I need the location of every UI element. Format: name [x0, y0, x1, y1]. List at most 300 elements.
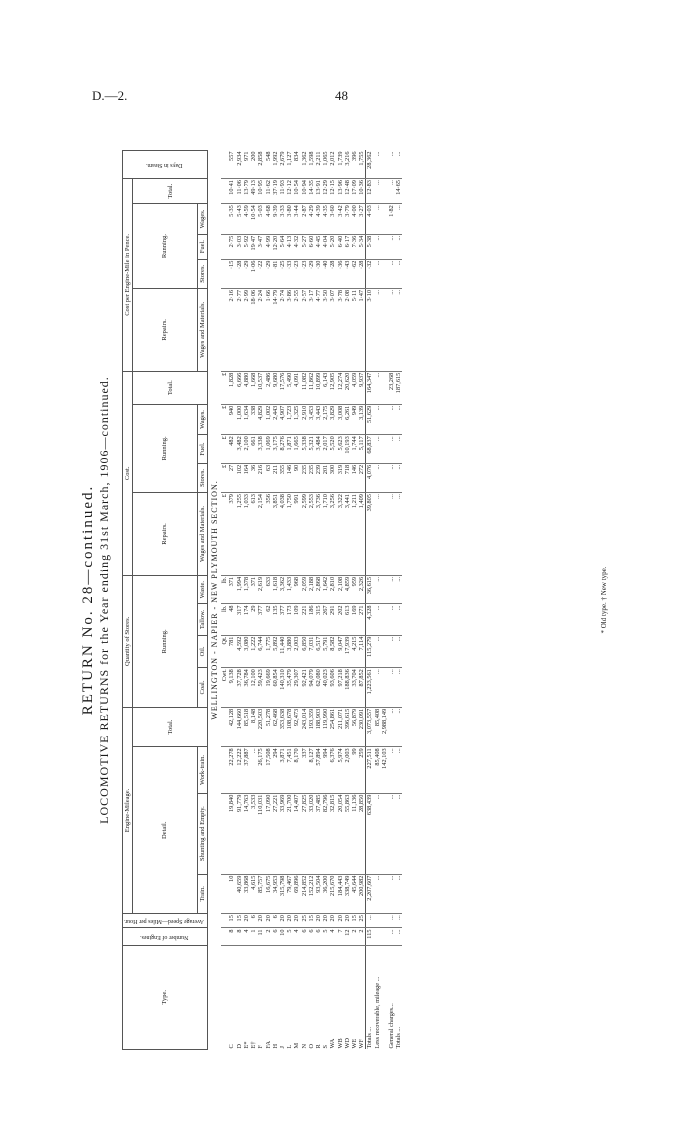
table-cell: 5·34 [358, 234, 366, 259]
table-cell: 79,467 [286, 874, 293, 914]
table-cell: 3·60 [329, 204, 336, 235]
table-cell: 2·75 [228, 234, 235, 259]
footnote: * Old type. † New type. [600, 566, 608, 634]
table-cell: 2·74 [279, 288, 286, 371]
table-cell: 1,223,561 [366, 668, 374, 708]
table-cell: 319 [337, 463, 344, 492]
table-cell: 5,321 [308, 435, 315, 464]
hdr-p-wages-materials: Wages and Materials. [197, 288, 207, 371]
table-cell: ... [395, 151, 402, 179]
table-cell [381, 668, 388, 708]
table-cell: 27 [228, 463, 235, 492]
table-cell: WA [329, 1038, 337, 1049]
table-cell: 4,038 [279, 493, 286, 576]
table-cell: ·29 [243, 259, 250, 288]
table-cell: 211 [272, 463, 279, 492]
table-cell: 315 [315, 604, 322, 635]
table-cell: 271 [358, 604, 366, 635]
table-cell: Cwt. [221, 668, 228, 708]
table-cell: 26,175 [257, 747, 264, 793]
table-cell: 1,992 [272, 151, 279, 179]
table-cell: 6,517 [315, 635, 322, 668]
table-cell: ... [374, 874, 381, 914]
table-cell: 8,276 [279, 435, 286, 464]
table-cell: 62,468 [272, 707, 279, 747]
table-cell: 239 [315, 463, 322, 492]
table-cell: E† [250, 1041, 258, 1049]
table-cell: 8,127 [308, 747, 315, 793]
table-cell: 2 [358, 928, 366, 945]
table-cell: 20,054 [337, 793, 344, 874]
table-cell: 4·32 [293, 234, 300, 259]
table-cell: lb. [221, 575, 228, 604]
table-cell: 4,592 [236, 635, 243, 668]
table-cell: J [278, 1046, 286, 1049]
hdr-p-fuel: Fuel. [197, 234, 207, 259]
table-cell: 20 [315, 914, 322, 928]
table-cell: ... [395, 435, 402, 464]
table-body [208, 151, 403, 1050]
table-cell: 4·35 [322, 204, 329, 235]
table-cell: 3,851 [272, 493, 279, 576]
table-cell: 371 [228, 575, 235, 604]
table-cell: 1,634 [243, 404, 250, 435]
table-cell: 48 [228, 604, 235, 635]
table-cell: 3,362 [279, 575, 286, 604]
table-cell: Totals ... [395, 1026, 403, 1049]
table-cell: 1,871 [286, 435, 293, 464]
table-cell: 4·03 [366, 204, 374, 235]
table-cell: 4·04 [322, 234, 329, 259]
table-cell: ... [395, 668, 402, 708]
table-cell: ·28 [358, 259, 366, 288]
table-cell [381, 371, 388, 404]
table-cell: ... [395, 874, 402, 914]
table-cell: 60,854 [272, 668, 279, 708]
table-cell: 11,082 [301, 371, 308, 404]
table-cell: 2,188 [308, 575, 315, 604]
table-cell: Totals ... [366, 945, 374, 1049]
table-cell: ... [395, 793, 402, 874]
table-cell: 14·65 [395, 179, 402, 204]
table-cell: 2·99 [243, 288, 250, 371]
table-cell: 37·19 [272, 179, 279, 204]
table-cell: 85,408 [374, 747, 381, 793]
table-cell: 34,953 [272, 874, 279, 914]
hdr-p-wages: Wages. [197, 204, 207, 235]
hdr-work-train: Work-train. [197, 747, 207, 793]
summary-row [374, 151, 381, 1050]
table-cell: 13·96 [337, 179, 344, 204]
table-row [272, 151, 279, 1050]
table-cell: 169 [351, 604, 358, 635]
table-cell: 6·60 [308, 234, 315, 259]
table-cell: 25 [358, 914, 366, 928]
table-cell: 300 [329, 463, 336, 492]
table-cell: 20 [265, 914, 272, 928]
table-cell: 10·36 [358, 179, 366, 204]
table-cell: 33,868 [243, 874, 250, 914]
table-cell: ... [388, 493, 395, 576]
table-cell: 3·86 [286, 288, 293, 371]
table-cell: 6 [301, 928, 308, 945]
table-cell: 164,347 [366, 371, 374, 404]
hdr-coal: Coal. [197, 668, 207, 708]
table-cell: ... [395, 234, 402, 259]
table-cell: ... [374, 635, 381, 668]
table-cell [221, 945, 228, 1049]
table-cell [221, 928, 228, 945]
table-cell: 243,014 [301, 707, 308, 747]
table-cell: 152,212 [308, 874, 315, 914]
table-cell: 93,606 [329, 668, 336, 708]
table-cell: 2·57 [301, 288, 308, 371]
table-cell [221, 204, 228, 235]
table-cell: 20,620 [344, 371, 351, 404]
table-cell: £ [221, 493, 228, 576]
table-cell: 3·78 [337, 288, 344, 371]
return-title: RETURN No. 28—continued. [80, 484, 96, 716]
table-cell: 5·64 [279, 234, 286, 259]
table-cell: ... [388, 151, 395, 179]
table-cell: 28,850 [358, 793, 366, 874]
table-cell: 36,200 [322, 874, 329, 914]
table-cell: 267 [322, 604, 329, 635]
table-cell: 3·27 [358, 204, 366, 235]
table-cell: 4·39 [315, 204, 322, 235]
table-cell [381, 874, 388, 914]
table-cell: 10 [279, 928, 286, 945]
table-cell: 33,020 [308, 793, 315, 874]
table-cell: 396,615 [344, 707, 351, 747]
table-cell: 557 [228, 151, 235, 179]
hdr-wages-materials: Wages and Materials. [197, 493, 207, 576]
table-cell: 353,638 [279, 707, 286, 747]
table-cell: 227,511 [366, 747, 374, 793]
table-cell: ·28 [236, 259, 243, 288]
table-cell: 92,421 [301, 668, 308, 708]
table-cell: 40,023 [322, 668, 329, 708]
table-cell: ... [388, 575, 395, 604]
table-cell: 1,710 [322, 493, 329, 576]
table-cell: 1·82 [388, 204, 395, 235]
table-cell: ... [366, 914, 374, 928]
table-cell: 93,504 [315, 874, 322, 914]
table-cell: 2,988,149 [381, 707, 388, 747]
table-cell: 2,003 [344, 747, 351, 793]
table-cell: 613 [344, 604, 351, 635]
hdr-wages: Wages. [197, 404, 207, 435]
table-cell: 12 [344, 928, 351, 945]
table-cell [381, 463, 388, 492]
table-cell: lb. [221, 604, 228, 635]
table-cell: 62 [265, 604, 272, 635]
table-cell: 1,598 [308, 151, 315, 179]
hdr-cost-running: Running. [133, 404, 198, 492]
table-cell: 2,108 [337, 575, 344, 604]
table-cell: C [228, 1044, 236, 1049]
table-cell: 193,359 [308, 707, 315, 747]
table-cell: 10,193 [344, 435, 351, 464]
table-cell: 5·20 [329, 234, 336, 259]
table-cell: 4·13 [286, 234, 293, 259]
table-cell: 13·79 [243, 179, 250, 204]
table-cell: 10·94 [301, 179, 308, 204]
table-cell: 33,969 [279, 793, 286, 874]
table-cell: 1,378 [243, 575, 250, 604]
table-cell: 102 [236, 463, 243, 492]
table-cell: 2,443 [272, 404, 279, 435]
table-cell: 99 [351, 747, 358, 793]
table-cell: ·33 [286, 259, 293, 288]
table-cell: 2,910 [301, 404, 308, 435]
table-cell: ... [374, 668, 381, 708]
table-row [250, 151, 257, 1050]
table-cell: 3·07 [329, 288, 336, 371]
table-cell: 12·83 [366, 179, 374, 204]
hdr-train: Train. [197, 874, 207, 914]
table-cell: 11·62 [265, 179, 272, 204]
table-cell: ... [395, 288, 402, 371]
table-cell: ·81 [272, 259, 279, 288]
table-cell: ... [395, 604, 402, 635]
table-cell: 56,879 [351, 707, 358, 747]
summary-row [366, 151, 374, 1050]
table-cell: 3,256 [329, 493, 336, 576]
table-cell: ... [388, 635, 395, 668]
table-cell: 20 [243, 914, 250, 928]
table-cell: 4·77 [315, 288, 322, 371]
table-cell: 2,017 [322, 435, 329, 464]
table-cell: 1·47 [358, 288, 366, 371]
table-cell: 10,537 [257, 371, 264, 404]
table-cell: 12,100 [250, 668, 257, 708]
table-cell: 17,576 [279, 371, 286, 404]
table-cell: ... [395, 707, 402, 747]
table-cell [381, 404, 388, 435]
table-cell: 4·00 [351, 204, 358, 235]
table-cell: 27,221 [272, 793, 279, 874]
table-cell: 6 [272, 914, 279, 928]
table-cell: 8 [228, 928, 235, 945]
table-cell: 638,439 [366, 793, 374, 874]
table-cell: 5,117 [358, 435, 366, 464]
return-subtitle: LOCOMOTIVE RETURNS for the Year ending 31st March, 1906—continued. [97, 376, 111, 824]
table-cell: ·28 [329, 259, 336, 288]
table-cell: £ [221, 435, 228, 464]
table-cell: 2·55 [293, 288, 300, 371]
hdr-repairs: Repairs. [133, 493, 198, 576]
table-cell: 188,903 [315, 707, 322, 747]
table-cell: £ [221, 404, 228, 435]
table-cell: 3·17 [308, 288, 315, 371]
table-cell: 355 [279, 463, 286, 492]
table-cell: 3·03 [236, 234, 243, 259]
table-cell: L [286, 1044, 294, 1049]
table-cell: 337 [301, 747, 308, 793]
table-cell: ... [374, 404, 381, 435]
table-cell: 4,091 [293, 371, 300, 404]
table-cell: 82,796 [322, 793, 329, 874]
table-cell: F [257, 1044, 265, 1049]
table-cell: ... [388, 928, 395, 945]
hdr-stores-running: Running. [133, 575, 198, 707]
table-cell: 1,033 [243, 493, 250, 576]
table-cell: 17,508 [265, 747, 272, 793]
table-cell: 3·10 [366, 288, 374, 371]
table-cell [221, 179, 228, 204]
table-cell: 3,073,557 [366, 707, 374, 747]
hdr-stores: Stores. [197, 463, 207, 492]
table-cell: 11,862 [308, 371, 315, 404]
table-cell [381, 945, 388, 1049]
table-cell: 214,852 [301, 874, 308, 914]
table-cell: S [322, 1044, 330, 1049]
table-cell: 146 [351, 463, 358, 492]
table-cell: 40,659 [236, 874, 243, 914]
table-cell: 3·79 [344, 204, 351, 235]
table-cell: 14·79 [272, 288, 279, 371]
table-cell: 3,484 [315, 435, 322, 464]
table-cell: 29,307 [293, 668, 300, 708]
table-cell: 17·09 [351, 179, 358, 204]
table-cell: 230,091 [358, 707, 366, 747]
table-cell: ... [374, 435, 381, 464]
table-cell: 1,409 [358, 493, 366, 576]
summary-row [395, 151, 402, 1050]
table-cell: R [314, 1044, 322, 1049]
table-cell: ... [388, 668, 395, 708]
table-cell: ·22 [257, 259, 264, 288]
table-cell: 6 [315, 928, 322, 945]
table-cell: 396 [351, 151, 358, 179]
table-cell: 3,453 [308, 404, 315, 435]
table-cell: 20 [286, 914, 293, 928]
table-cell: 57,894 [315, 747, 322, 793]
table-row [301, 151, 308, 1050]
table-cell: 20 [329, 914, 336, 928]
table-cell: 1,665 [293, 435, 300, 464]
table-cell: 45,644 [351, 874, 358, 914]
table-cell: ... [395, 463, 402, 492]
table-cell: ·29 [308, 259, 315, 288]
table-cell: 1 [250, 928, 257, 945]
table-cell: 633 [265, 575, 272, 604]
table-cell: 29 [250, 604, 257, 635]
table-cell: 259 [358, 747, 366, 793]
table-cell: 140,310 [279, 668, 286, 708]
table-cell [374, 914, 381, 928]
table-cell: 173 [286, 604, 293, 635]
table-cell: 15 [228, 914, 235, 928]
table-cell: 1,744 [351, 435, 358, 464]
table-cell: 11,440 [279, 635, 286, 668]
table-row [243, 151, 250, 1050]
table-cell: ... [388, 914, 395, 928]
page-ref: D.—2. [92, 88, 128, 103]
table-cell: ... [374, 259, 381, 288]
table-cell: 9·39 [272, 204, 279, 235]
table-cell: 6·40 [337, 234, 344, 259]
table-cell: ... [395, 914, 402, 928]
table-cell: 1,069 [265, 435, 272, 464]
table-cell: 215,670 [329, 874, 336, 914]
table-cell: ... [374, 179, 381, 204]
table-cell [381, 575, 388, 604]
table-cell: 5·38 [366, 234, 374, 259]
table-cell: 37,728 [236, 668, 243, 708]
table-cell: 90 [293, 463, 300, 492]
table-cell: 1,994 [236, 575, 243, 604]
table-cell: 5·92 [243, 234, 250, 259]
table-cell: ·62 [351, 259, 358, 288]
table-cell: ·30 [315, 259, 322, 288]
table-cell: 338,749 [344, 874, 351, 914]
table-cell: 110,031 [257, 793, 264, 874]
table-cell [381, 793, 388, 874]
table-cell: 781 [228, 635, 235, 668]
table-cell: 3,008 [337, 404, 344, 435]
table-cell: 4,880 [243, 371, 250, 404]
table-cell: ... [388, 404, 395, 435]
table-cell: 91,779 [236, 793, 243, 874]
table-cell: 55,863 [344, 793, 351, 874]
table-cell: 2 [265, 928, 272, 945]
table-cell: 6,261 [344, 404, 351, 435]
table-cell: 5 [322, 928, 329, 945]
table-cell: 994 [322, 747, 329, 793]
table-cell: 10,899 [315, 371, 322, 404]
table-cell: 613 [250, 493, 257, 576]
table-cell: 3·33 [279, 204, 286, 235]
table-cell: 37,485 [315, 793, 322, 874]
table-cell: 2·24 [257, 288, 264, 371]
table-cell: 20 [279, 914, 286, 928]
table-cell: WE [350, 1038, 358, 1049]
table-cell: 718 [344, 463, 351, 492]
table-cell: General charges... [387, 1003, 395, 1049]
table-cell: Qt. [221, 635, 228, 668]
table-cell: 12,905 [329, 371, 336, 404]
col-type: Type. [123, 945, 208, 1049]
table-cell: 8,148 [250, 707, 257, 747]
table-cell: 2,100 [243, 435, 250, 464]
table-cell: 20 [257, 914, 264, 928]
table-cell: 10·41 [228, 179, 235, 204]
table-cell: WB [336, 1038, 344, 1049]
table-cell: 11·06 [236, 179, 243, 204]
table-cell: 3,080 [243, 635, 250, 668]
table-cell [381, 604, 388, 635]
table-cell: 11 [257, 928, 264, 945]
table-cell [381, 234, 388, 259]
table-cell: 482 [228, 435, 235, 464]
table-cell: 1,211 [351, 493, 358, 576]
table-cell: 20 [337, 914, 344, 928]
table-cell: 220,503 [257, 707, 264, 747]
table-cell: 2,012 [329, 151, 336, 179]
table-cell: 1,642 [322, 575, 329, 604]
table-cell: 221 [301, 604, 308, 635]
table-cell: ... [395, 493, 402, 576]
table-cell: 1,739 [337, 151, 344, 179]
hdr-cost-total: Total. [133, 371, 208, 404]
table-cell: 338 [250, 404, 257, 435]
table-cell [221, 288, 228, 371]
table-cell: 20 [322, 914, 329, 928]
table-cell: 135 [272, 604, 279, 635]
table-cell: 202 [337, 604, 344, 635]
